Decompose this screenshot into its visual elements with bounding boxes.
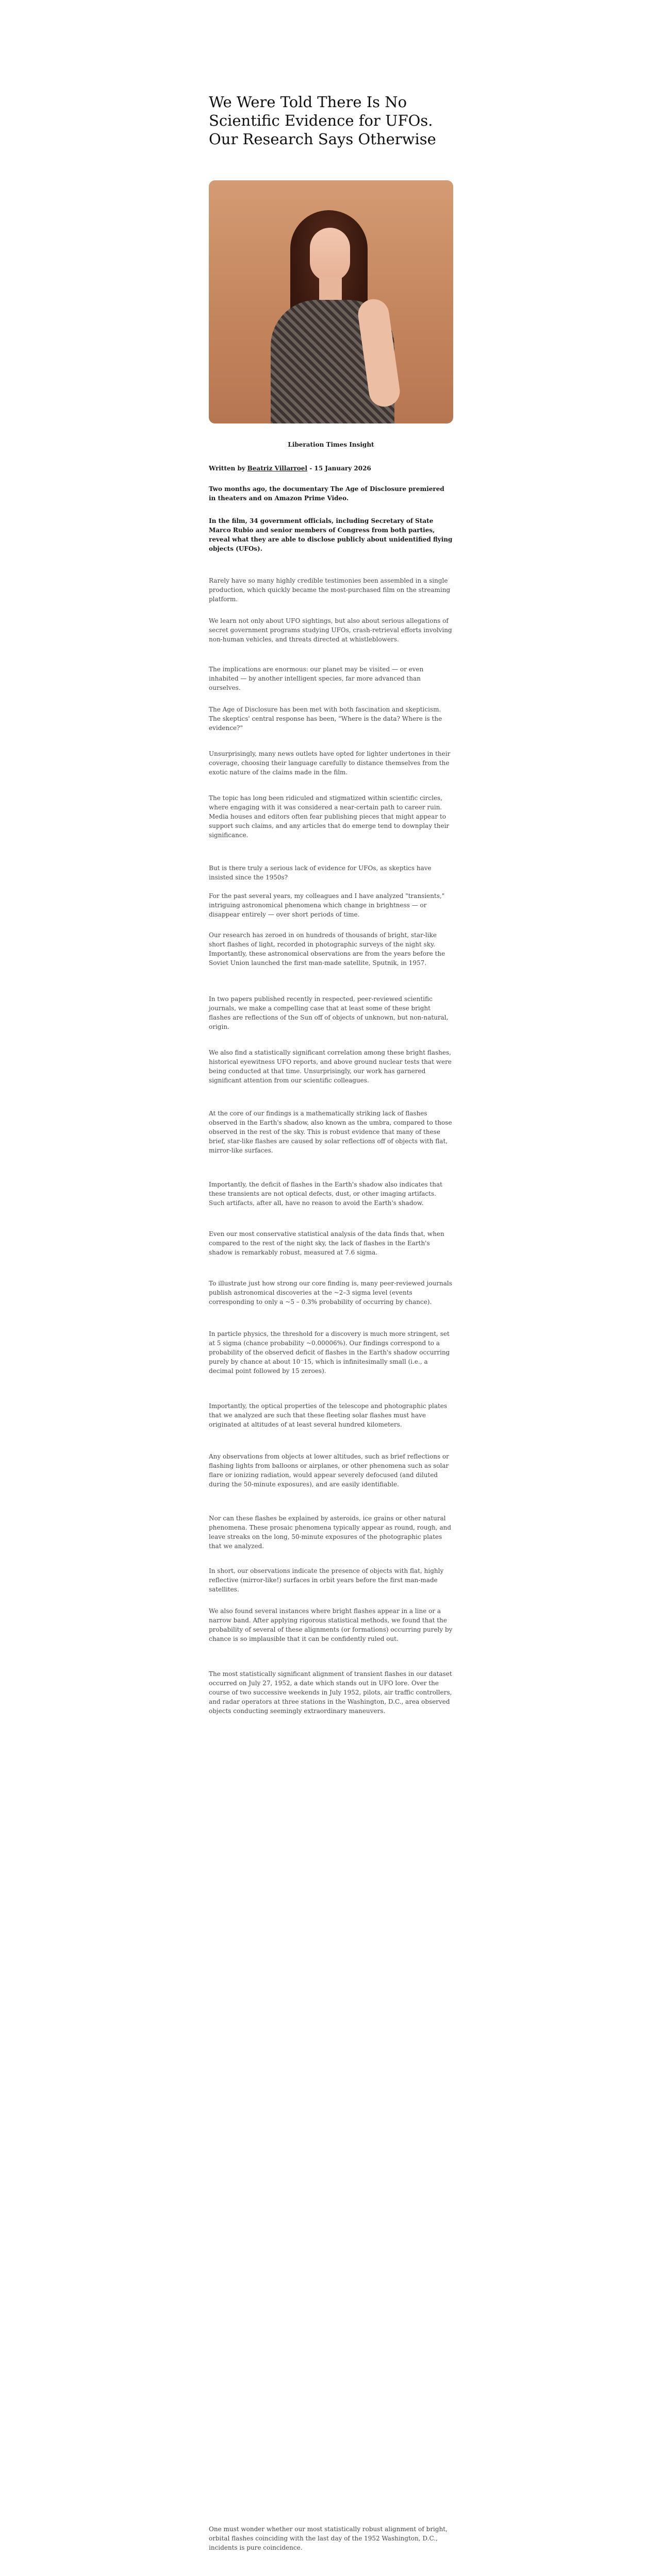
body-paragraph: We learn not only about UFO sightings, but also about serious allegations of secret government programs studying UFOs, crash-retrieval efforts involving non-human vehicles, and threats directed at whistleblowers. [209, 617, 452, 643]
body-paragraph: Nor can these flashes be explained by asteroids, ice grains or other natural phenomena. These prosaic phenomena typically appear as round, rough, and leave streaks on the long, 50-minute exposures of the photographic plates that we analyzed. [209, 1515, 452, 1550]
byline [209, 465, 453, 472]
body-paragraph: For the past several years, my colleagues and I have analyzed "transients," intriguing astronomical phenomena which change in brightness — or disappear entirely — over short periods of time. [209, 892, 445, 918]
body-paragraph: One must wonder whether our most statistically robust alignment of bright, orbital flashes coinciding with the last day of the 1952 Washington, D.C., incidents is pure coincidence. [209, 2526, 448, 2551]
body-paragraph: In particle physics, the threshold for a discovery is much more stringent, set at 5 sigma (chance probability ~0.00006%). Our findings correspond to a probability of the observed deficit of flashes in the Earth's shadow occurring purely by chance at about 10⁻15, which is infinitesimally small (i.e., a decimal point followed by 15 zeroes). [209, 1330, 450, 1375]
body-paragraph: Rarely have so many highly credible testimonies been assembled in a single production, which quickly became the most-purchased film on the streaming platform. [209, 577, 451, 603]
body-paragraph: Unsurprisingly, many news outlets have opted for lighter undertones in their coverage, choosing their language carefully to distance themselves from the exotic nature of the claims made in the film. [209, 750, 451, 776]
body-paragraph: In two papers published recently in respected, peer-reviewed scientific journals, we make a compelling case that at least some of these bright flashes are reflections of the Sun off of objects of unknown, but non-natural, origin. [209, 995, 449, 1030]
hero-caption: Liberation Times Insight [288, 441, 374, 448]
author-link[interactable]: Beatriz Villarroel [247, 465, 308, 472]
body-paragraph: In short, our observations indicate the presence of objects with flat, highly reflective (mirror-like!) surfaces in orbit years before the first man-made satellites. [209, 1567, 444, 1593]
body-paragraph: We also found several instances where bright flashes appear in a line or a narrow band. After applying rigorous statistical methods, we found that the probability of several of these alignments (or formations) occurring purely by chance is so implausible that it can be confidently ruled out. [209, 1607, 453, 1642]
hero-portrait-image [209, 180, 453, 423]
body-paragraph: Even our most conservative statistical analysis of the data finds that, when compared to the rest of the night sky, the lack of flashes in the Earth's shadow is remarkably robust, measured at 7.6 sigma. [209, 1230, 444, 1256]
lede-paragraph-1: Two months ago, the documentary The Age of Disclosure premiered in theaters and on Amazon Prime Video. [209, 485, 444, 502]
body-paragraph: The Age of Disclosure has been met with both fascination and skepticism. The skeptics' central response has been, "Where is the data? Where is the evidence?" [209, 706, 442, 732]
body-paragraph: The most statistically significant alignment of transient flashes in our dataset occurred on July 27, 1952, a date which stands out in UFO lore. Over the course of two successive weekends in July 1952, pilots, air traffic controllers, and radar operators at three stations in the Washington, D.C., area observed objects conducting seemingly extraordinary maneuvers. [209, 1670, 452, 1715]
body-paragraph: To illustrate just how strong our core finding is, many peer-reviewed journals publish astronomical discoveries at the ~2–3 sigma level (events corresponding to only a ~5 – 0.3% probability of occurring by chance). [209, 1280, 452, 1306]
body-paragraph: Our research has zeroed in on hundreds of thousands of bright, star-like short flashes of light, recorded in photographic surveys of the night sky. Importantly, these astronomical observations are from the years before the Soviet Union launched the first man-made satellite, Sputnik, in 1957. [209, 931, 445, 967]
body-paragraph: But is there truly a serious lack of evidence for UFOs, as skeptics have insisted since the 1950s? [209, 865, 432, 881]
body-paragraph: The topic has long been ridiculed and stigmatized within scientific circles, where engaging with it was considered a near-certain path to career ruin. Media houses and editors often fear publishing pieces that might appear to support such claims, and any articles that do emerge tend to downplay their significance. [209, 794, 450, 839]
body-paragraph: Importantly, the deficit of flashes in the Earth's shadow also indicates that these transients are not optical defects, dust, or other imaging artifacts. Such artifacts, after all, have no reason to avoid the Earth's shadow. [209, 1181, 442, 1207]
body-paragraph: We also find a statistically significant correlation among these bright flashes, historical eyewitness UFO reports, and above ground nuclear tests that were being conducted at that time. Unsurprisingly, our work has garnered significant attention from our scientific colleagues. [209, 1049, 452, 1084]
body-paragraph: At the core of our findings is a mathematically striking lack of flashes observed in the Earth's shadow, also known as the umbra, compared to those observed in the rest of the sky. This is robust evidence that many of these brief, star-like flashes are caused by solar reflections off of objects with flat, mirror-like surfaces. [209, 1110, 452, 1154]
publish-date: - 15 January 2026 [307, 465, 371, 472]
portrait-face [310, 228, 350, 281]
lede-paragraph-2: In the film, 34 government officials, including Secretary of State Marco Rubio and senior members of Congress from both parties, reveal what they are able to disclose publicly about unidentified flying objects (UFOs). [209, 517, 453, 552]
body-paragraph: The implications are enormous: our planet may be visited — or even inhabited — by another intelligent species, far more advanced than ourselves. [209, 666, 424, 691]
body-paragraph: Any observations from objects at lower altitudes, such as brief reflections or flashing lights from balloons or airplanes, or other phenomena such as solar flare or ionizing radiation, would appear severely defocused (and diluted during the 50-minute exposures), and are easily identifiable. [209, 1453, 449, 1488]
article-title: We Were Told There Is No Scientific Evidence for UFOs. Our Research Says Otherwise [209, 93, 436, 148]
byline-prefix: Written by [209, 465, 245, 472]
body-paragraph: Importantly, the optical properties of the telescope and photographic plates that we analyzed are such that these fleeting solar flashes must have originated at altitudes of at least several hundred kilometers. [209, 1402, 448, 1428]
